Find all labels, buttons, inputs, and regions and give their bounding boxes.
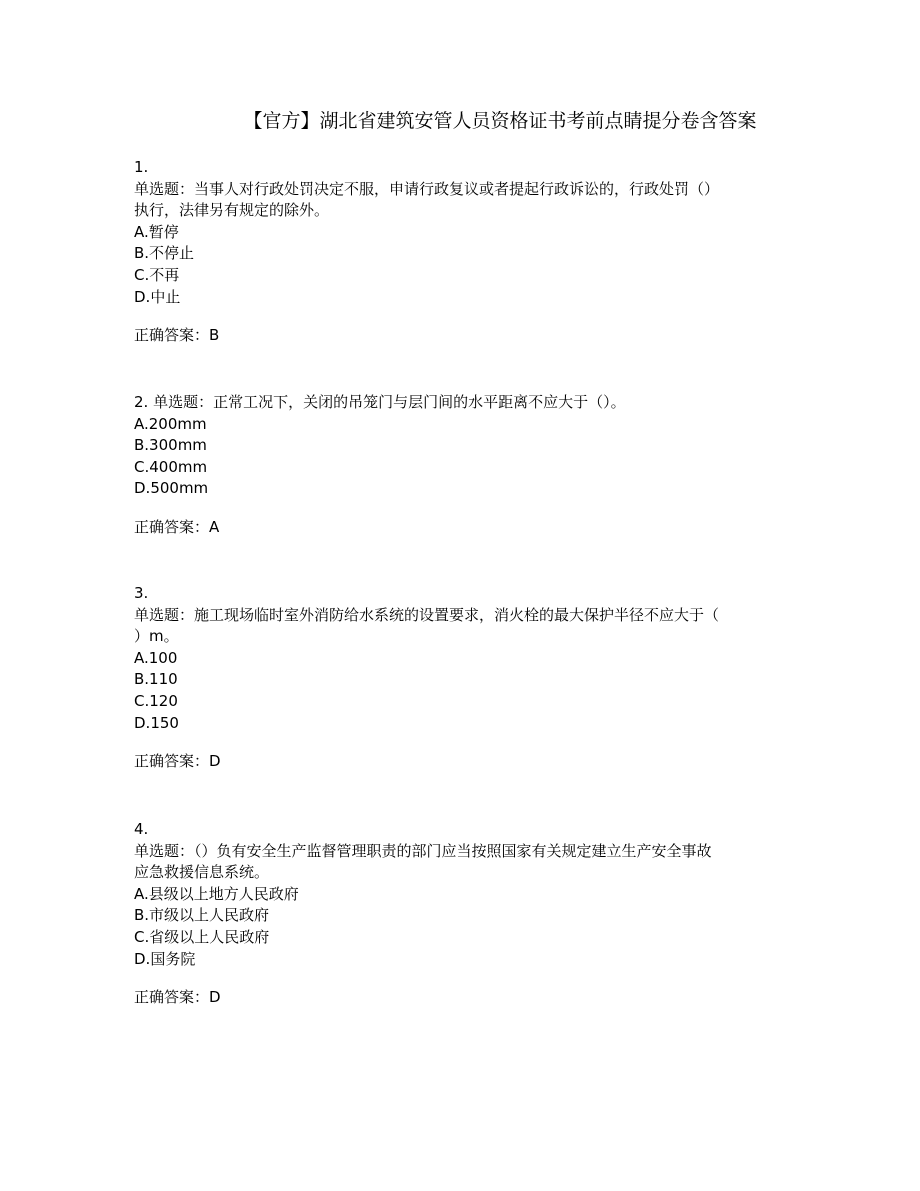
question-2 — [134, 392, 794, 539]
question-stem-line: 单选题：（）负有安全生产监督管理职责的部门应当按照国家有关规定建立生产安全事故 — [134, 841, 712, 860]
question-stem-line: 执行，法律另有规定的除外。 — [134, 201, 330, 220]
question-1 — [134, 157, 794, 347]
answer-label: 正确答案： — [134, 988, 210, 1007]
answer-label: 正确答案： — [134, 517, 210, 536]
answer-value: D — [209, 988, 221, 1007]
correct-answer — [134, 325, 794, 347]
answer-value: B — [209, 326, 220, 345]
answer-label: 正确答案： — [134, 752, 210, 771]
option-c: C.不再 — [134, 265, 180, 284]
question-stem-line: 单选题：施工现场临时室外消防给水系统的设置要求，消火栓的最大保护半径不应大于（ — [134, 605, 720, 624]
option-a: A.100 — [134, 648, 178, 667]
option-b: B.300mm — [134, 436, 207, 455]
option-c: C.120 — [134, 691, 178, 710]
correct-answer — [134, 987, 794, 1009]
option-d: D.中止 — [134, 287, 181, 306]
question-3 — [134, 583, 794, 773]
option-a: A.县级以上地方人民政府 — [134, 884, 299, 903]
option-a: A.暂停 — [134, 222, 179, 241]
answer-value: A — [209, 517, 220, 536]
option-a: A.200mm — [134, 414, 207, 433]
option-c: C.省级以上人民政府 — [134, 927, 270, 946]
question-number: 4. — [134, 820, 149, 838]
option-c: C.400mm — [134, 457, 208, 476]
page-title: 【官方】湖北省建筑安管人员资格证书考前点睛提分卷含答案 — [243, 110, 757, 132]
option-d: D.国务院 — [134, 949, 196, 968]
question-stem-line: 应急救援信息系统。 — [134, 863, 270, 882]
option-b: B.不停止 — [134, 244, 195, 263]
correct-answer — [134, 517, 794, 539]
question-number: 1. — [134, 158, 149, 176]
question-4 — [134, 819, 794, 1009]
option-d: D.500mm — [134, 479, 209, 498]
question-number: 3. — [134, 584, 149, 602]
option-b: B.110 — [134, 670, 178, 689]
option-d: D.150 — [134, 713, 179, 732]
question-stem-line: 单选题：当事人对行政处罚决定不服，申请行政复议或者提起行政诉讼的，行政处罚（） — [134, 179, 720, 198]
question-stem-line: ）m。 — [134, 627, 179, 646]
question-number: 2. 单选题：正常工况下，关闭的吊笼门与层门间的水平距离不应大于（）。 — [134, 393, 626, 411]
correct-answer — [134, 751, 794, 773]
answer-value: D — [209, 752, 221, 771]
answer-label: 正确答案： — [134, 326, 210, 345]
option-b: B.市级以上人民政府 — [134, 906, 270, 925]
